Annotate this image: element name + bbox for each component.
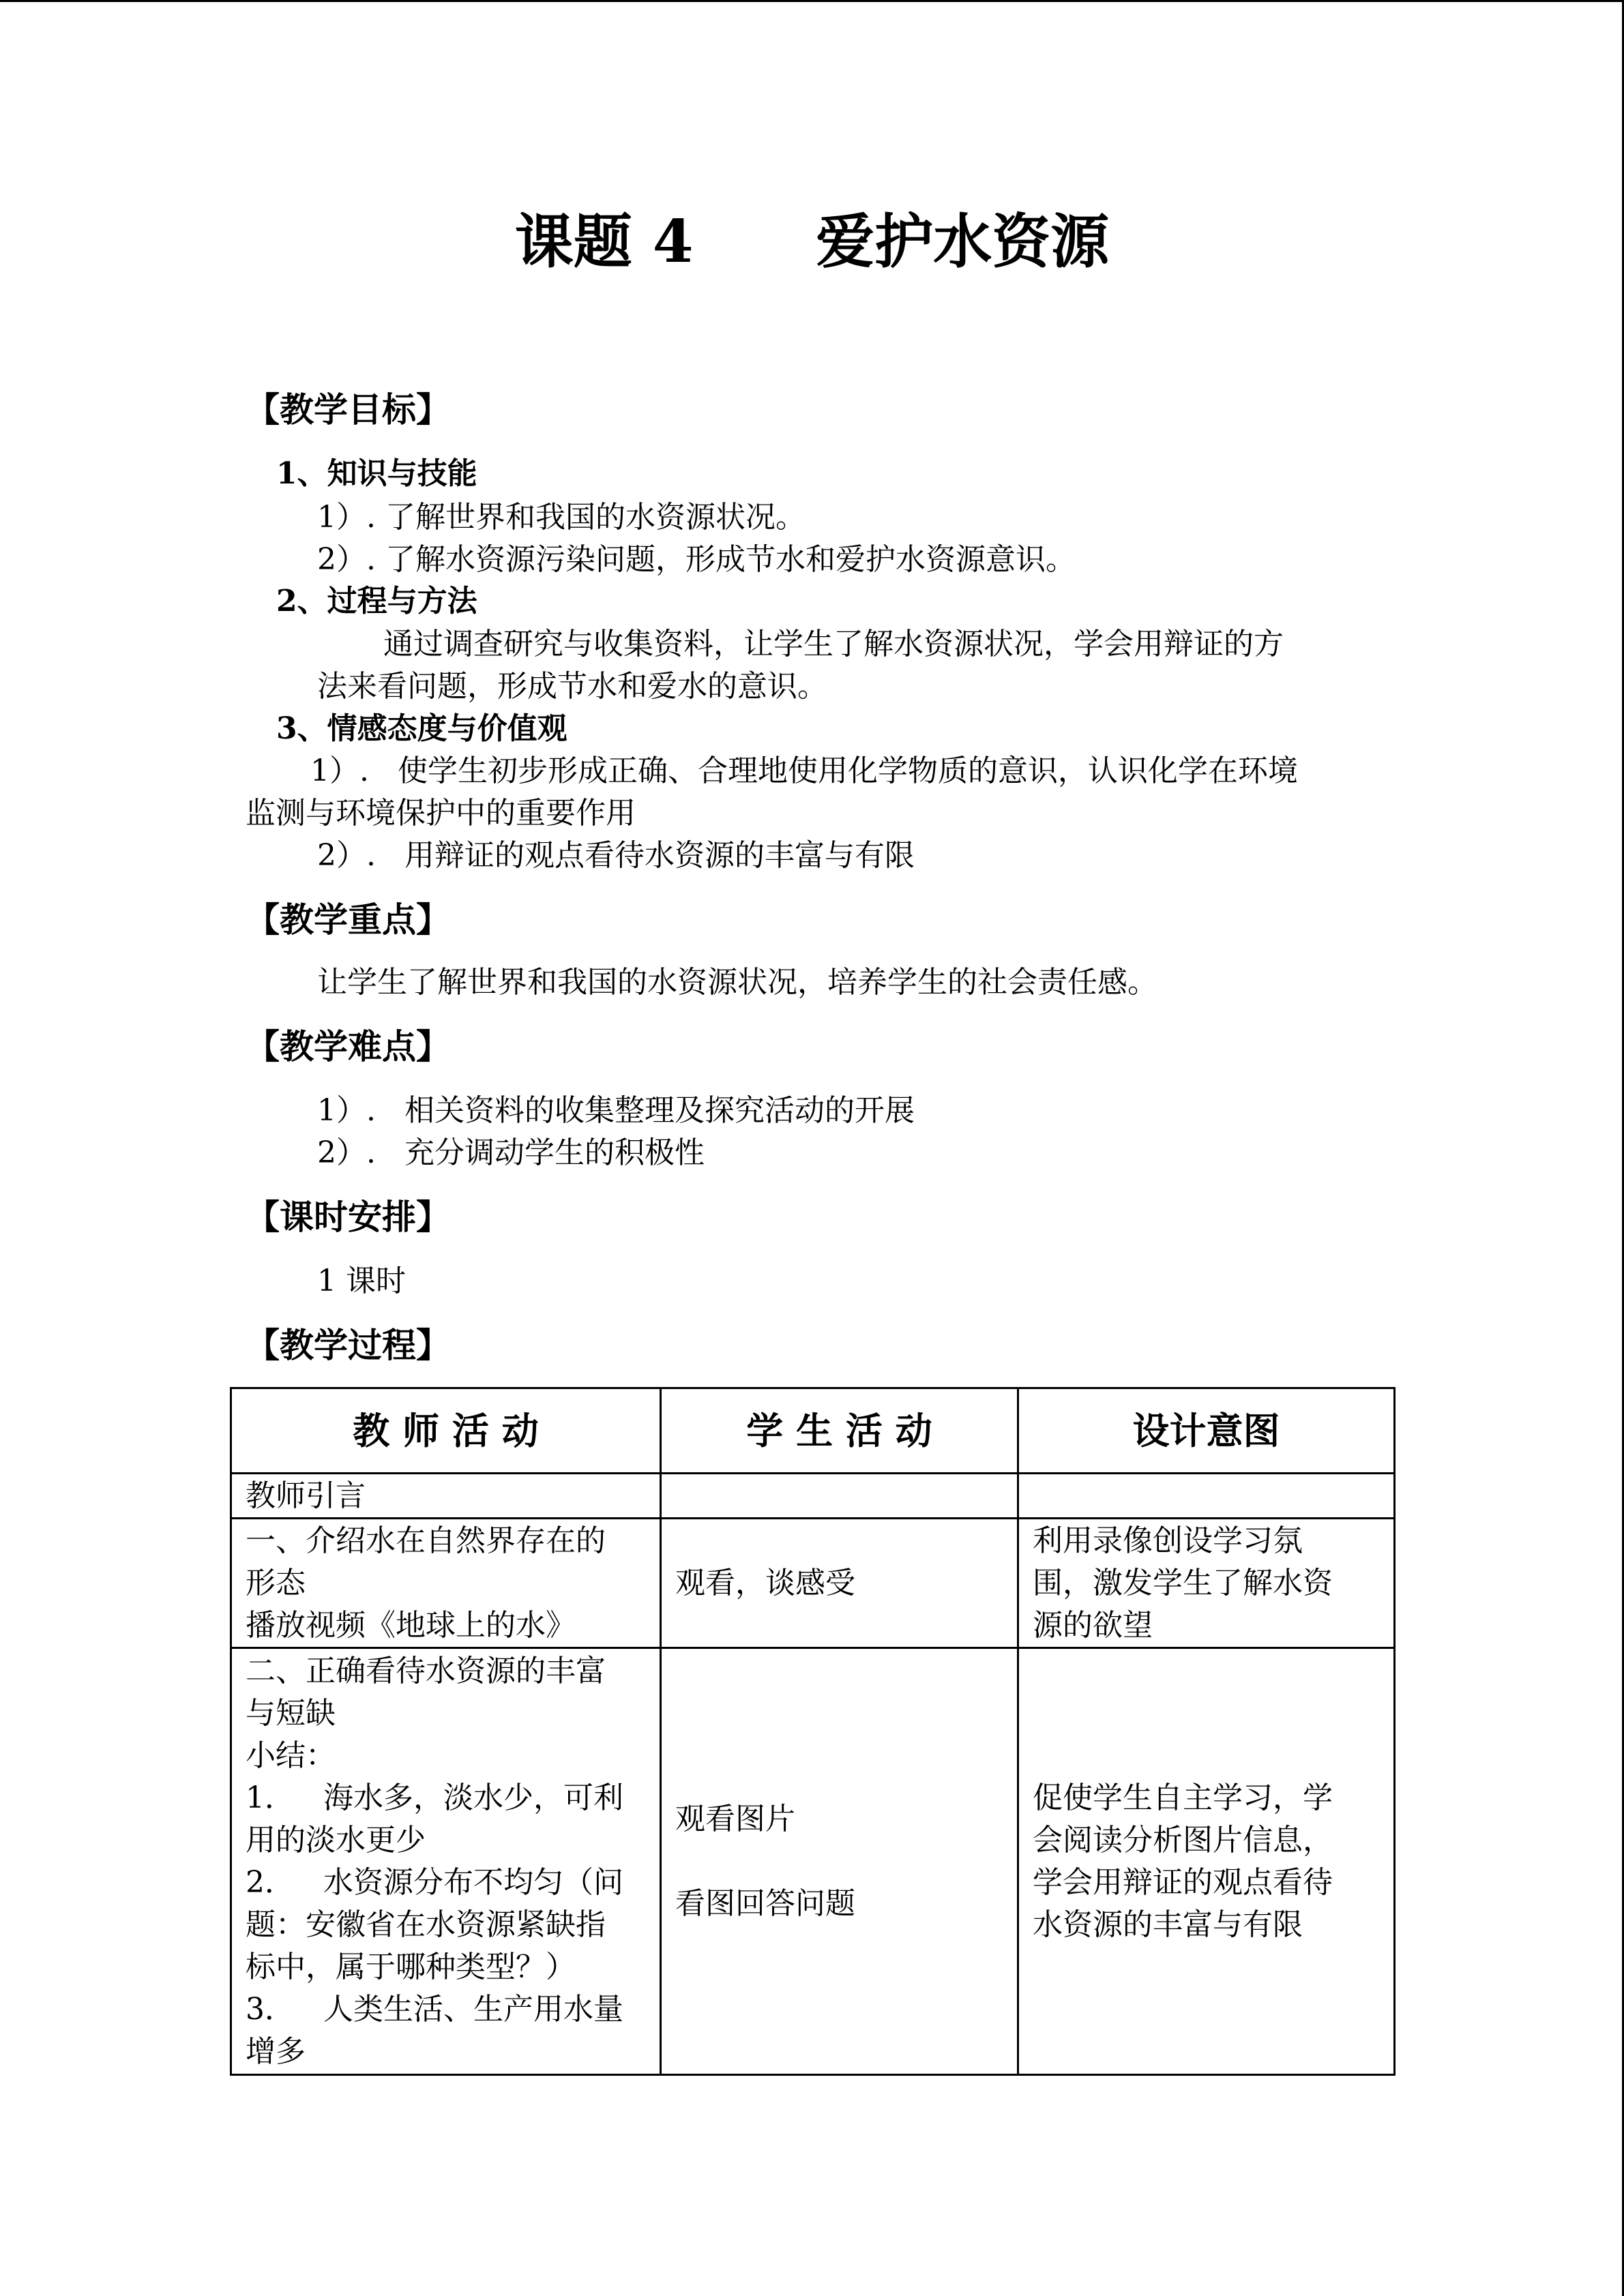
row3-teacher-line: 标中，属于哪种类型？）	[246, 1949, 576, 1984]
row3-teacher-line: 1． 海水多，淡水少，可利	[246, 1780, 623, 1815]
row3-teacher-line: 2． 水资源分布不均匀（问	[246, 1864, 623, 1900]
emotion-item-2: 2）. 用辩证的观点看待水资源的丰富与有限	[317, 838, 915, 873]
knowledge-skills-heading: 1、知识与技能	[276, 456, 477, 491]
table-row	[231, 1519, 1395, 1648]
page-top-border	[0, 0, 1624, 2]
knowledge-item-1: 1）. 了解世界和我国的水资源状况。	[317, 500, 806, 535]
objectives-heading: 【教学目标】	[246, 389, 450, 430]
row2-teacher-line: 播放视频《地球上的水》	[246, 1607, 576, 1643]
row3-teacher-cell	[231, 1648, 661, 2075]
table-header-row	[231, 1388, 1395, 1474]
process-heading: 【教学过程】	[246, 1325, 450, 1365]
row3-teacher-line: 与短缺	[246, 1695, 336, 1731]
header-student-activity: 学 生 活 动	[661, 1388, 1018, 1474]
header-design-intent: 设计意图	[1018, 1388, 1395, 1474]
row3-student-line	[675, 1840, 1003, 1883]
row3-intent-line: 水资源的丰富与有限	[1033, 1907, 1303, 1942]
row3-intent-line: 学会用辩证的观点看待	[1033, 1864, 1333, 1900]
key-points-heading: 【教学重点】	[246, 899, 450, 940]
row1-student-cell	[661, 1474, 1018, 1519]
row2-intent-cell	[1018, 1519, 1395, 1648]
process-method-text-line2: 法来看问题，形成节水和爱水的意识。	[317, 669, 827, 704]
difficulty-item-1: 1）. 相关资料的收集整理及探究活动的开展	[317, 1093, 915, 1128]
emotion-item-1-line2: 监测与环境保护中的重要作用	[246, 796, 636, 831]
row2-student-cell: 观看，谈感受	[661, 1519, 1018, 1648]
row3-teacher-line: 增多	[246, 2033, 306, 2069]
row2-teacher-line: 形态	[246, 1565, 306, 1600]
row3-teacher-line: 小结：	[246, 1738, 336, 1773]
row2-intent-line: 源的欲望	[1033, 1607, 1153, 1643]
key-points-text: 让学生了解世界和我国的水资源状况，培养学生的社会责任感。	[317, 965, 1157, 1000]
row3-teacher-line: 二、正确看待水资源的丰富	[246, 1653, 606, 1688]
process-method-text-line1: 通过调查研究与收集资料，让学生了解水资源状况，学会用辩证的方	[383, 627, 1284, 661]
row2-intent-line: 利用录像创设学习氛	[1033, 1523, 1303, 1558]
document-title: 课题 4 爱护水资源	[514, 207, 1110, 276]
row3-intent-line: 会阅读分析图片信息，	[1033, 1822, 1333, 1858]
teaching-process-table	[230, 1387, 1396, 2076]
difficulty-item-2: 2）. 充分调动学生的积极性	[317, 1135, 705, 1170]
header-teacher-activity: 教 师 活 动	[231, 1388, 661, 1474]
row2-teacher-cell	[231, 1519, 661, 1648]
schedule-text: 1 课时	[317, 1264, 406, 1298]
row3-teacher-line: 题：安徽省在水资源紧缺指	[246, 1907, 606, 1942]
process-method-heading: 2、过程与方法	[276, 584, 477, 618]
row3-teacher-line: 3． 人类生活、生产用水量	[246, 1991, 623, 2027]
difficulties-heading: 【教学难点】	[246, 1026, 450, 1067]
emotion-values-heading: 3、情感态度与价值观	[276, 711, 567, 746]
emotion-item-1-line1: 1）. 使学生初步形成正确、合理地使用化学物质的意识，认识化学在环境	[310, 754, 1298, 788]
row1-teacher-cell: 教师引言	[231, 1474, 661, 1519]
table-row	[231, 1474, 1395, 1519]
schedule-heading: 【课时安排】	[246, 1197, 450, 1237]
knowledge-item-2: 2）. 了解水资源污染问题，形成节水和爱护水资源意识。	[317, 542, 1076, 577]
row3-student-line: 看图回答问题	[675, 1885, 855, 1921]
row3-student-line: 观看图片	[675, 1801, 795, 1836]
row3-student-cell	[661, 1648, 1018, 2075]
row2-teacher-line: 一、介绍水在自然界存在的	[246, 1523, 606, 1558]
table-row	[231, 1648, 1395, 2075]
row3-intent-line: 促使学生自主学习，学	[1033, 1780, 1333, 1815]
row2-intent-line: 围，激发学生了解水资	[1033, 1565, 1333, 1600]
row3-intent-cell	[1018, 1648, 1395, 2075]
row1-intent-cell	[1018, 1474, 1395, 1519]
row3-teacher-line: 用的淡水更少	[246, 1822, 426, 1858]
